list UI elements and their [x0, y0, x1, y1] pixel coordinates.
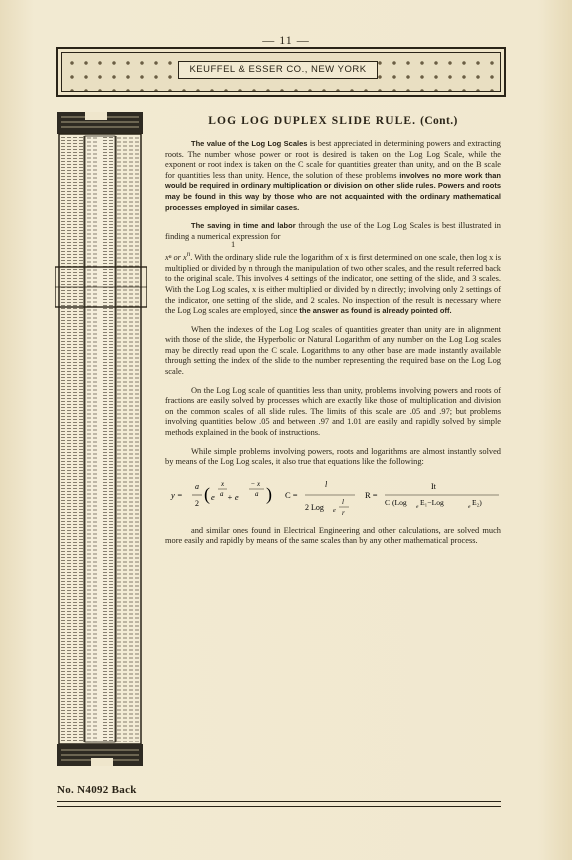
slide-rule-drawing [55, 112, 147, 782]
heading-continued: (Cont.) [420, 115, 458, 127]
footer-rule-thick [57, 801, 501, 802]
equations-row [165, 476, 501, 518]
eq1-minus: − [251, 479, 255, 488]
equation-catenary-drawing [171, 476, 283, 516]
paragraph-saving-text: through the use of the Log Log Scales is best illustrated in finding a numerical expression for [165, 221, 501, 241]
equation-resistance [365, 476, 501, 518]
banner-company-name: KEUFFEL & ESSER CO., NEW YORK [178, 61, 378, 79]
svg-text:e: e [211, 491, 215, 502]
eq1-exp-a: a [255, 489, 259, 498]
inline-power-exponent: n [186, 250, 191, 259]
paragraph-equations-intro: While simple problems involving powers, roots and logarithms are almost instantly solved by means of the Log Log scales, it also true that equations like the following: [165, 446, 501, 467]
eq3-den-c: E₂) [472, 497, 482, 507]
article-body [165, 115, 501, 555]
eq2-lhs: C = [285, 489, 298, 500]
article-heading [165, 115, 501, 127]
eq3-den-a: C (Log [385, 497, 407, 507]
paragraph-indexes: When the indexes of the Log Log scales of quantities greater than unity are in alignment with those of the slide, the Hyperbolic or Natural Logarithm of any number on the Log Log scales may be directly read upon the C scale. Logarithms to any other base are made instantly available through setting the index of the slide to the number representing the required base on the Log Log scale. [165, 324, 501, 377]
paragraph-value [165, 139, 501, 213]
equation-resistance-drawing [365, 476, 501, 516]
slide-rule-illustration [55, 112, 147, 782]
eq1-plus: + e [227, 491, 239, 502]
paragraph-saving-bold: the answer as found is already pointed off. [299, 306, 452, 316]
eq3-sub2: e [468, 503, 471, 510]
paragraph-saving [165, 221, 501, 317]
paragraph-saving-text2: . With the ordinary slide rule the logarithm of x is first determined on one scale, then log x is multiplied or divided by n through the manipulation of two other scales, and the result referred back to the original scale. This involves 4 settings of the indicator, one setting of the slide, and 3 scales. With the Log Log scales, x is either multiplied or divided by n directly; involving only 2 settings of the indicator, one setting of the slide, and 2 scales. No inspection of the result is necessary where the Log Log scales are employed, since [165, 253, 501, 316]
eq3-sub1: e [416, 503, 419, 510]
eq2-r: r [342, 508, 345, 517]
footer-rule-thin [57, 806, 501, 807]
paragraph-value-lead: The value of the Log Log Scales [191, 139, 308, 148]
slide-rule-caption: No. N4092 Back [57, 784, 137, 796]
eq2-denominator: 2 Log [305, 502, 324, 512]
eq2-numerator: l [325, 479, 328, 489]
svg-text:(: ( [204, 483, 210, 504]
eq1-lhs: y = [171, 489, 183, 500]
equation-capacity-drawing [285, 476, 365, 520]
svg-text:x: x [257, 479, 261, 488]
paragraph-closing: and similar ones found in Electrical Engineering and other calculations, are solved much more easily and rapidly by means of the same scales than by any other mathematical process. [165, 525, 501, 546]
eq1-denominator: 2 [195, 498, 199, 508]
page-number: — 11 — [262, 33, 310, 47]
eq2-l: l [342, 497, 344, 506]
paragraph-fractions: On the Log Log scale of quantities less than unity, problems involving powers and roots of fractions are easily solved by processes which are exactly like those of multiplication and division on the common scales of all slide rules. The limits of this scale are .05 and .97; but problems involving quantities below .05 and between .97 and 1.01 are easily and rapidly solved by simple methods explained in the book of instructions. [165, 385, 501, 438]
paragraph-saving-lead: The saving in time and labor [191, 221, 296, 231]
eq1-numerator: a [195, 481, 199, 491]
paragraph-value-text: is best appreciated in determining powers and extracting roots. The number whose power or root is desired is taken on the Log Log Scale, while the exponent or root index is taken on the C scale for quantities greater than unity, and on the B scale for quantities less than unity. Hence, the solution of these problems [165, 139, 501, 180]
eq1-exp-x: x [221, 479, 225, 488]
inline-fraction-numerator: 1 [231, 240, 236, 250]
eq3-lhs: R = [365, 489, 378, 500]
paragraph-value-bold: involves no more work than would be required in ordinary multiplication or division on other slide rules. Powers and roots may be found in this way by those who are not acquainted with the ordinary mathematical processes employed in similar cases. [165, 170, 501, 212]
header-banner [56, 47, 506, 97]
eq3-den-b: E₁−Log [420, 497, 444, 507]
eq3-numerator: It [431, 481, 436, 491]
equation-capacity [285, 476, 365, 522]
svg-text:a: a [220, 489, 224, 498]
heading-title: LOG LOG DUPLEX SLIDE RULE. [208, 115, 417, 127]
eq2-sub: e [333, 507, 336, 514]
equation-catenary [171, 476, 283, 518]
svg-text:): ) [266, 483, 272, 504]
inline-power: xⁿ or x [165, 253, 187, 263]
